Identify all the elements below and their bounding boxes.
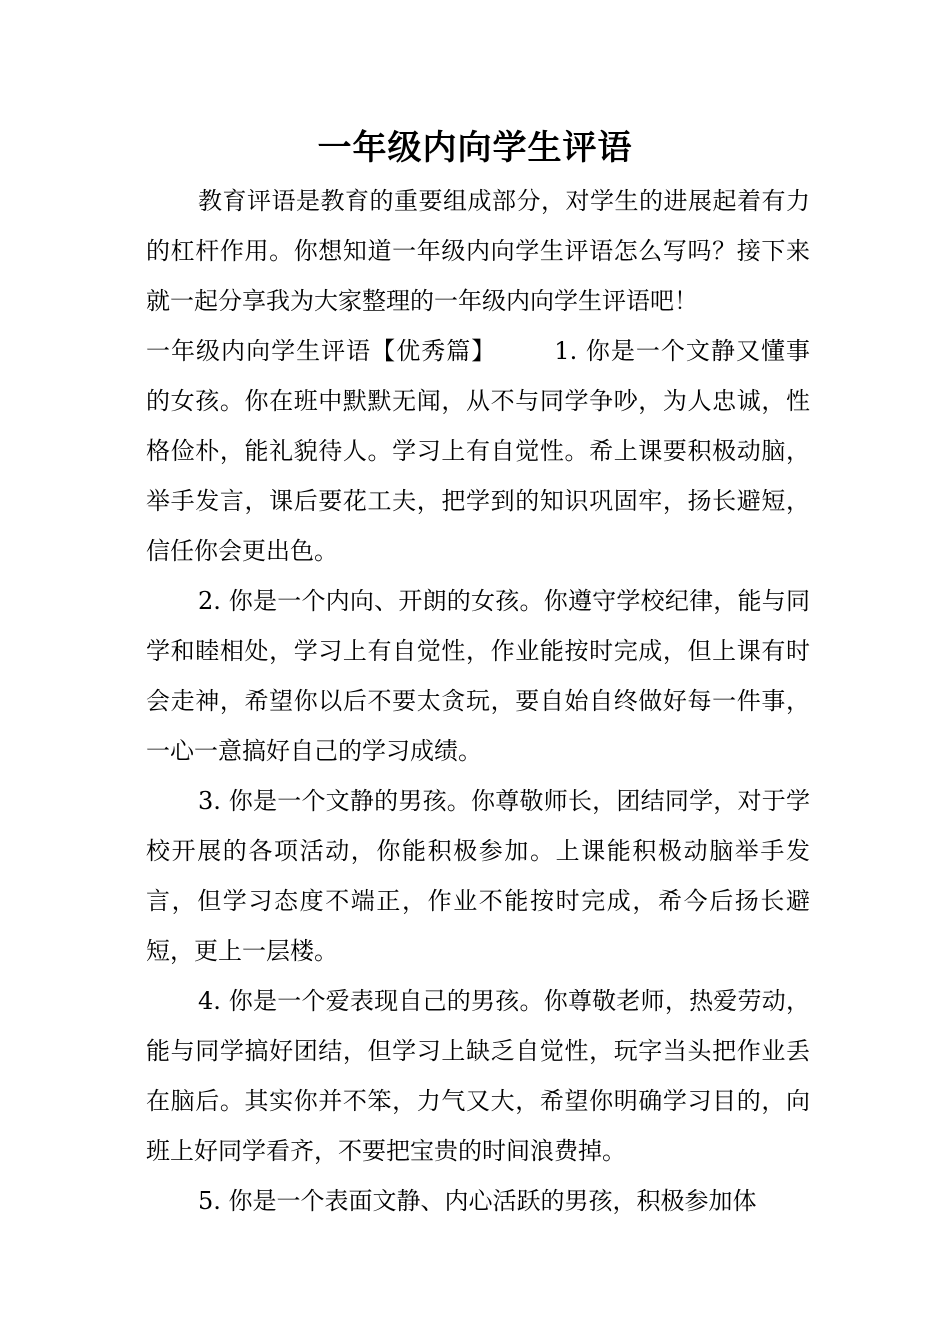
comment-item-5: 5. 你是一个表面文静、内心活跃的男孩，积极参加体	[198, 1187, 757, 1215]
comment-item-2: 2. 你是一个内向、开朗的女孩。你遵守学校纪律，能与同学和睦相处，学习上有自觉性，作业能按时完成，但上课有时会走神，希望你以后不要太贪玩，要自始自终做好每一件事，一心一意搞好自己的学习成绩。	[146, 587, 810, 765]
comment-item-1: 1. 你是一个文静又懂事的女孩。你在班中默默无闻，从不与同学争吵，为人忠诚，性格俭朴，能礼貌待人。学习上有自觉性。希上课要积极动脑，举手发言，课后要花工夫，把学到的知识巩固牢，扬长避短，信任你会更出色。	[146, 337, 811, 565]
section-paragraph-1	[146, 326, 810, 576]
comment-item-3: 3. 你是一个文静的男孩。你尊敬师长，团结同学，对于学校开展的各项活动，你能积极参加。上课能积极动脑举手发言，但学习态度不端正，作业不能按时完成，希今后扬长避短，更上一层楼。	[146, 787, 810, 965]
comment-item-4: 4. 你是一个爱表现自己的男孩。你尊敬老师，热爱劳动，能与同学搞好团结，但学习上缺乏自觉性，玩字当头把作业丢在脑后。其实你并不笨，力气又大，希望你明确学习目的，向班上好同学看齐，不要把宝贵的时间浪费掉。	[146, 987, 810, 1165]
document-title: 一年级内向学生评语	[317, 128, 633, 168]
document-body	[146, 176, 810, 1226]
section-heading: 一年级内向学生评语【优秀篇】	[146, 337, 497, 365]
intro-paragraph: 教育评语是教育的重要组成部分，对学生的进展起着有力的杠杆作用。你想知道一年级内向学生评语怎么写吗？接下来就一起分享我为大家整理的一年级内向学生评语吧！	[146, 187, 810, 315]
